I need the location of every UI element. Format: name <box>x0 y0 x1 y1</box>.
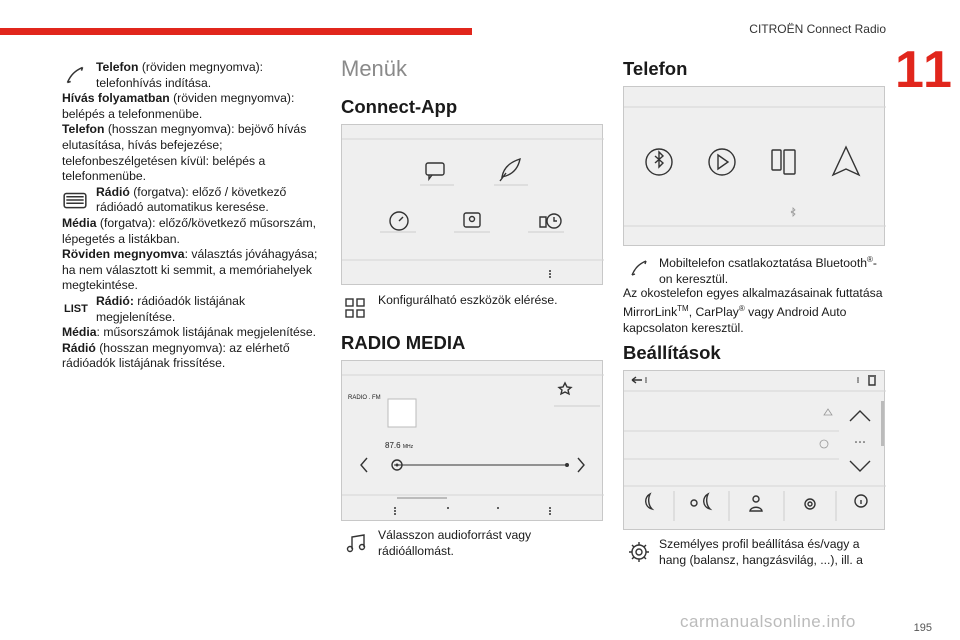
more-dots-icon <box>855 441 865 443</box>
radio-media-screen <box>341 360 603 521</box>
column-1 <box>62 60 324 372</box>
gauge-icon <box>380 212 416 232</box>
music-note-icon <box>344 531 368 555</box>
trash-icon <box>857 376 876 385</box>
chapter-color-bar <box>0 28 472 35</box>
phone-icon <box>627 256 651 280</box>
settings-caption: Személyes profil beállítása és/vagy a hang (balansz, hangzásvilág, ...), ill. a <box>659 537 863 567</box>
para-phone-short: Telefon (röviden megnyomva): telefonhívás indítása. <box>62 60 324 91</box>
connect-app-heading: Connect-App <box>341 96 458 117</box>
apps-grid-icon <box>343 296 367 320</box>
radio-graphic <box>342 361 604 522</box>
settings-heading: Beállítások <box>623 342 721 363</box>
profile-icon <box>750 496 762 511</box>
radio-media-caption: Válasszon audioforrást vagy rádióállomást. <box>378 528 532 558</box>
sms-icon <box>420 163 454 185</box>
para-list-radio: LIST Rádió: rádióadók listájának megjelenítése. <box>62 294 324 325</box>
more-dots-icon <box>549 270 551 278</box>
back-arrow-icon <box>632 377 647 383</box>
para-phone-long: Telefon (hosszan megnyomva): bejövő hívás elutasítása, hívás befejezése; telefonbeszélgetésen kívül: belépés a telefonmenübe. <box>62 122 307 184</box>
next-chevron-icon <box>578 458 584 472</box>
phone-heading: Telefon <box>623 58 688 79</box>
radio-frequency: 87.6 MHz <box>385 441 414 450</box>
settings-graphic <box>624 371 886 531</box>
para-short-press: Röviden megnyomva: választás jóváhagyása; ha nem választott ki semmit, a memóriahelyek megtekintése. <box>62 247 318 293</box>
more-dots-icon <box>549 507 551 515</box>
settings-screen <box>623 370 885 530</box>
chapter-number: 11 <box>895 41 954 99</box>
radio-media-heading: RADIO MEDIA <box>341 332 466 353</box>
bluetooth-icon <box>646 149 672 175</box>
phone-caption-2: Az okostelefon egyes alkalmazásainak futtatása MirrorLink™, CarPlay® vagy Android Auto kapcsolaton keresztül. <box>623 286 883 336</box>
phone-icon <box>62 62 88 88</box>
leaf-icon <box>494 159 528 185</box>
contacts-icon <box>454 213 490 232</box>
favorite-star-icon <box>554 383 600 406</box>
gear-settings-icon <box>805 499 815 509</box>
scroll-wheel-icon <box>62 187 88 213</box>
tuner-slider <box>392 460 569 470</box>
para-media-rotate: Média (forgatva): előző/következő műsorszám, lépegetés a listákban. <box>62 215 317 246</box>
menu-heading: Menük <box>341 56 408 81</box>
chevron-down-icon <box>850 461 870 471</box>
play-icon <box>709 149 735 175</box>
para-list-media: Média: műsorszámok listájának megjelenítése. <box>62 325 317 340</box>
prev-chevron-icon <box>361 458 367 472</box>
info-settings-icon <box>855 495 867 507</box>
page-number: 195 <box>913 622 932 634</box>
para-radio-rotate: Rádió (forgatva): előző / következő rádióadó automatikus keresése. <box>62 185 324 216</box>
more-dots-icon <box>394 507 396 515</box>
list-icon: LIST <box>64 302 88 315</box>
para-radio-long: Rádió (hosszan megnyomva): az elérhető rádióadók listájának frissítése. <box>62 340 290 371</box>
connect-app-screen <box>341 124 603 285</box>
connect-app-caption: Konfigurálható eszközök elérése. <box>378 293 558 307</box>
radio-band-label: RADIO . FM <box>348 395 381 401</box>
running-title: CITROËN Connect Radio <box>749 22 886 36</box>
mirror-screen-icon <box>772 150 795 174</box>
bluetooth-small-icon <box>791 208 795 216</box>
info-small-icon <box>820 440 828 448</box>
connect-app-graphic <box>342 125 604 286</box>
fuel-clock-icon <box>528 214 564 232</box>
para-call-active: Hívás folyamatban (röviden megnyomva): belépés a telefonmenübe. <box>62 91 295 121</box>
phone-graphic <box>624 87 886 247</box>
android-auto-icon <box>833 147 859 175</box>
gear-icon <box>627 540 651 564</box>
day-night-icon <box>691 494 710 509</box>
watermark: carmanualsonline.info <box>680 612 856 631</box>
phone-screen <box>623 86 885 246</box>
night-mode-icon <box>646 494 652 509</box>
phone-caption-1: Mobiltelefon csatlakoztatása Bluetooth®-on keresztül. <box>659 255 877 287</box>
warning-small-icon <box>824 409 832 415</box>
chevron-up-icon <box>850 411 870 421</box>
